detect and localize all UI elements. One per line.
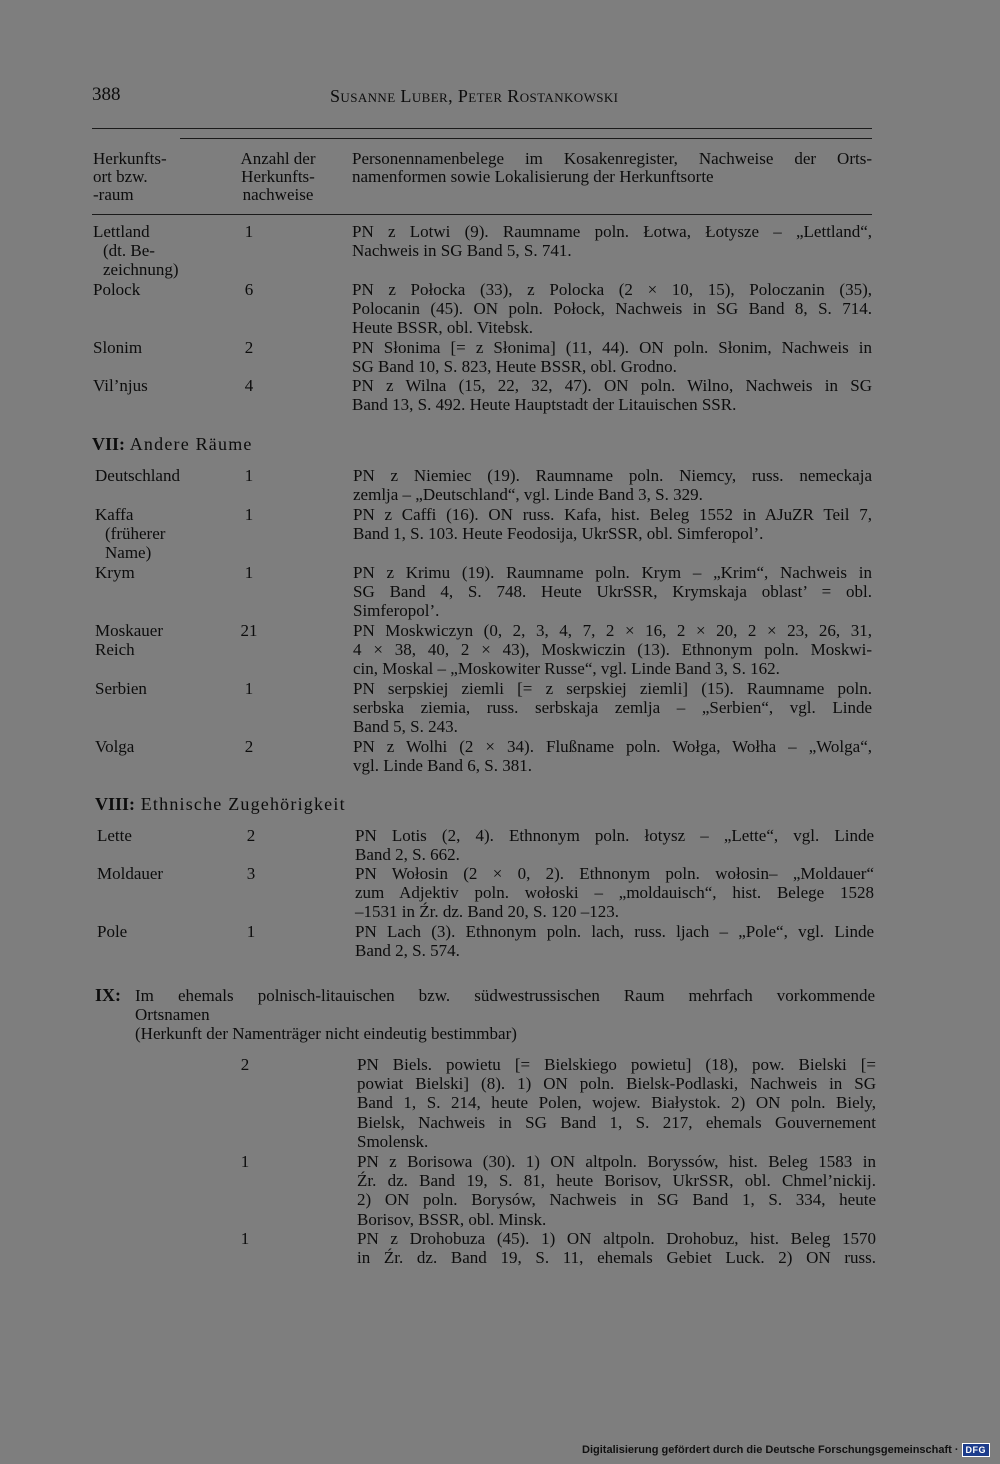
count-value: 2 — [240, 1055, 250, 1074]
place-name: Lette — [97, 826, 132, 845]
place-name: Moskauer — [95, 621, 163, 640]
row-notes: PN Wołosin (2 × 0, 2). Ethnonym poln. wołosin– „Moldauer“ zum Adjektiv poln. wołoski – „moldauisch“, hist. Belege 1528 –1531 in Źr. dz. Band 20, S. 120 –123. — [355, 864, 874, 922]
table-row — [95, 737, 134, 756]
count-value: 1 — [240, 1229, 250, 1248]
footer-text: Digitalisierung gefördert durch die Deutsche Forschungsgemeinschaft — [582, 1444, 952, 1456]
row-notes: PN serpskiej ziemli [= z serpskiej ziemli] (15). Raumname poln. serbska ziemia, russ. serbskaja zemlja – „Serbien“, vgl. Linde Band 5, S. 243. — [353, 679, 872, 737]
row-notes: PN z Krimu (19). Raumname poln. Krym – „Krim“, Nachweis in SG Band 4, S. 748. Heute UkrSSR, Krymskaja oblast’ = obl. Simferopol’. — [353, 563, 872, 621]
table-header-rule — [92, 214, 872, 215]
row-notes: PN Biels. powietu [= Bielskiego powietu] (18), pow. Bielski [= powiat Bielski] (8). 1) ON poln. Bielsk-Podlaski, Nachweis in SG Band 1, S. 214, heute Polen, wojew. Białystok. 2) ON poln. Biely, Bielsk, Nachweis in SG Band 1, S. 217, ehemals Gouvernement Smolensk. — [357, 1055, 876, 1151]
table-row: Moskauer Reich — [95, 621, 163, 660]
row-notes: PN z Lotwi (9). Raumname poln. Łotwa, Łotysze – „Lettland“, Nachweis in SG Band 5, S. 741. — [352, 222, 872, 261]
row-notes: PN z Borisowa (30). 1) ON altpoln. Boryssów, hist. Beleg 1583 in Źr. dz. Band 19, S. 81, heute Borisov, UkrSSR, obl. Chmel’nickij. 2) ON poln. Borysów, Nachweis in SG Band 1, S. 334, heute Borisov, BSSR, obl. Minsk. — [357, 1152, 876, 1229]
place-name: Vil’njus — [93, 376, 148, 395]
place-name: Pole — [97, 922, 128, 941]
table-top-rule-inner — [180, 138, 872, 139]
place-name: Moldauer — [97, 864, 164, 883]
page-number: 388 — [92, 84, 121, 105]
table-row — [95, 563, 135, 582]
count-value: 6 — [244, 280, 254, 299]
place-name: Deutschland — [95, 466, 180, 485]
table-row — [97, 864, 163, 883]
row-notes: PN Lotis (2, 4). Ethnonym poln. łotysz – „Lette“, vgl. Linde Band 2, S. 662. — [355, 826, 874, 865]
count-value: 1 — [246, 922, 256, 941]
count-value: 1 — [244, 222, 254, 241]
table-row — [93, 338, 142, 357]
row-notes: PN z Drohobuza (45). 1) ON altpoln. Drohobuz, hist. Beleg 1570 in Źr. dz. Band 19, S. 11, ehemals Gebiet Luck. 2) ON russ. — [357, 1229, 876, 1268]
count-value: 4 — [244, 376, 254, 395]
table-row: Kaffa (früherer Name) — [95, 505, 166, 563]
section-number: IX: — [95, 985, 121, 1005]
place-name: Volga — [95, 737, 135, 756]
table-row: Lettland (dt. Be- zeichnung) — [93, 222, 179, 280]
digitization-footer: Digitalisierung gefördert durch die Deutsche Forschungsgemeinschaft · DFG — [582, 1443, 990, 1457]
table-row — [93, 376, 148, 395]
row-notes: PN Lach (3). Ethnonym poln. lach, russ. ljach – „Pole“, vgl. Linde Band 2, S. 574. — [355, 922, 874, 961]
dfg-logo: DFG — [962, 1443, 991, 1457]
table-row — [93, 280, 140, 299]
section-heading: VIII: Ethnische Zugehörigkeit — [95, 794, 346, 814]
count-value: 1 — [244, 563, 254, 582]
count-value: 1 — [240, 1152, 250, 1171]
table-row — [95, 679, 147, 698]
count-value: 1 — [244, 679, 254, 698]
place-name: Slonim — [93, 338, 143, 357]
row-notes: PN Słonima [= z Słonima] (11, 44). ON poln. Słonim, Nachweis in SG Band 10, S. 823, Heute BSSR, obl. Grodno. — [352, 338, 872, 377]
table-header-col2: Anzahl der Herkunfts- nachweise — [240, 149, 316, 204]
table-header-col1: Herkunfts- ort bzw. -raum — [93, 149, 167, 204]
section-ix-heading: IX: Im ehemals polnisch-litauischen bzw. südwestrussischen Raum mehrfach vorkommende Ortsnamen (Herkunft der Namenträger nicht eindeutig bestimmbar) — [95, 985, 875, 1043]
count-value: 21 — [240, 621, 258, 640]
count-value: 2 — [244, 737, 254, 756]
table-top-rule — [92, 128, 872, 129]
running-head: Susanne Luber, Peter Rostankowski — [330, 86, 619, 106]
table-header-col3: Personennamenbelege im Kosakenregister, Nachweise der Orts- namenformen sowie Lokalisierung der Herkunftsorte — [352, 149, 872, 186]
row-notes: PN z Wolhi (2 × 34). Flußname poln. Wołga, Wołha – „Wolga“, vgl. Linde Band 6, S. 381. — [353, 737, 872, 776]
row-notes: PN z Niemiec (19). Raumname poln. Niemcy, russ. nemeckaja zemlja – „Deutschland“, vgl. Linde Band 3, S. 329. — [353, 466, 872, 505]
count-value: 1 — [244, 466, 254, 485]
table-row — [95, 466, 180, 485]
place-name: Lettland — [93, 222, 150, 241]
count-value: 2 — [246, 826, 256, 845]
row-notes: PN Moskwiczyn (0, 2, 3, 4, 7, 2 × 16, 2 × 20, 2 × 23, 26, 31, 4 × 38, 40, 2 × 43), Moskwiczin (13). Ethnonym poln. Moskwi- cin, Moskal – „Moskowiter Russe“, vgl. Linde Band 3, S. 162. — [353, 621, 872, 679]
table-row — [97, 826, 132, 845]
section-heading: VII: Andere Räume — [92, 434, 253, 454]
row-notes: PN z Połocka (33), z Polocka (2 × 10, 15), Poloczanin (35), Polocanin (45). ON poln. Połock, Nachweis in SG Band 8, S. 714. Heute BSSR, obl. Vitebsk. — [352, 280, 872, 338]
table-row — [97, 922, 127, 941]
place-name: Serbien — [95, 679, 147, 698]
count-value: 2 — [244, 338, 254, 357]
count-value: 3 — [246, 864, 256, 883]
row-notes: PN z Caffi (16). ON russ. Kafa, hist. Beleg 1552 in AJuZR Teil 7, Band 1, S. 103. Heute Feodosija, UkrSSR, obl. Simferopol’. — [353, 505, 872, 544]
row-notes: PN z Wilna (15, 22, 32, 47). ON poln. Wilno, Nachweis in SG Band 13, S. 492. Heute Hauptstadt der Litauischen SSR. — [352, 376, 872, 415]
place-name: Polock — [93, 280, 141, 299]
count-value: 1 — [244, 505, 254, 524]
place-name: Krym — [95, 563, 135, 582]
place-name: Kaffa — [95, 505, 134, 524]
